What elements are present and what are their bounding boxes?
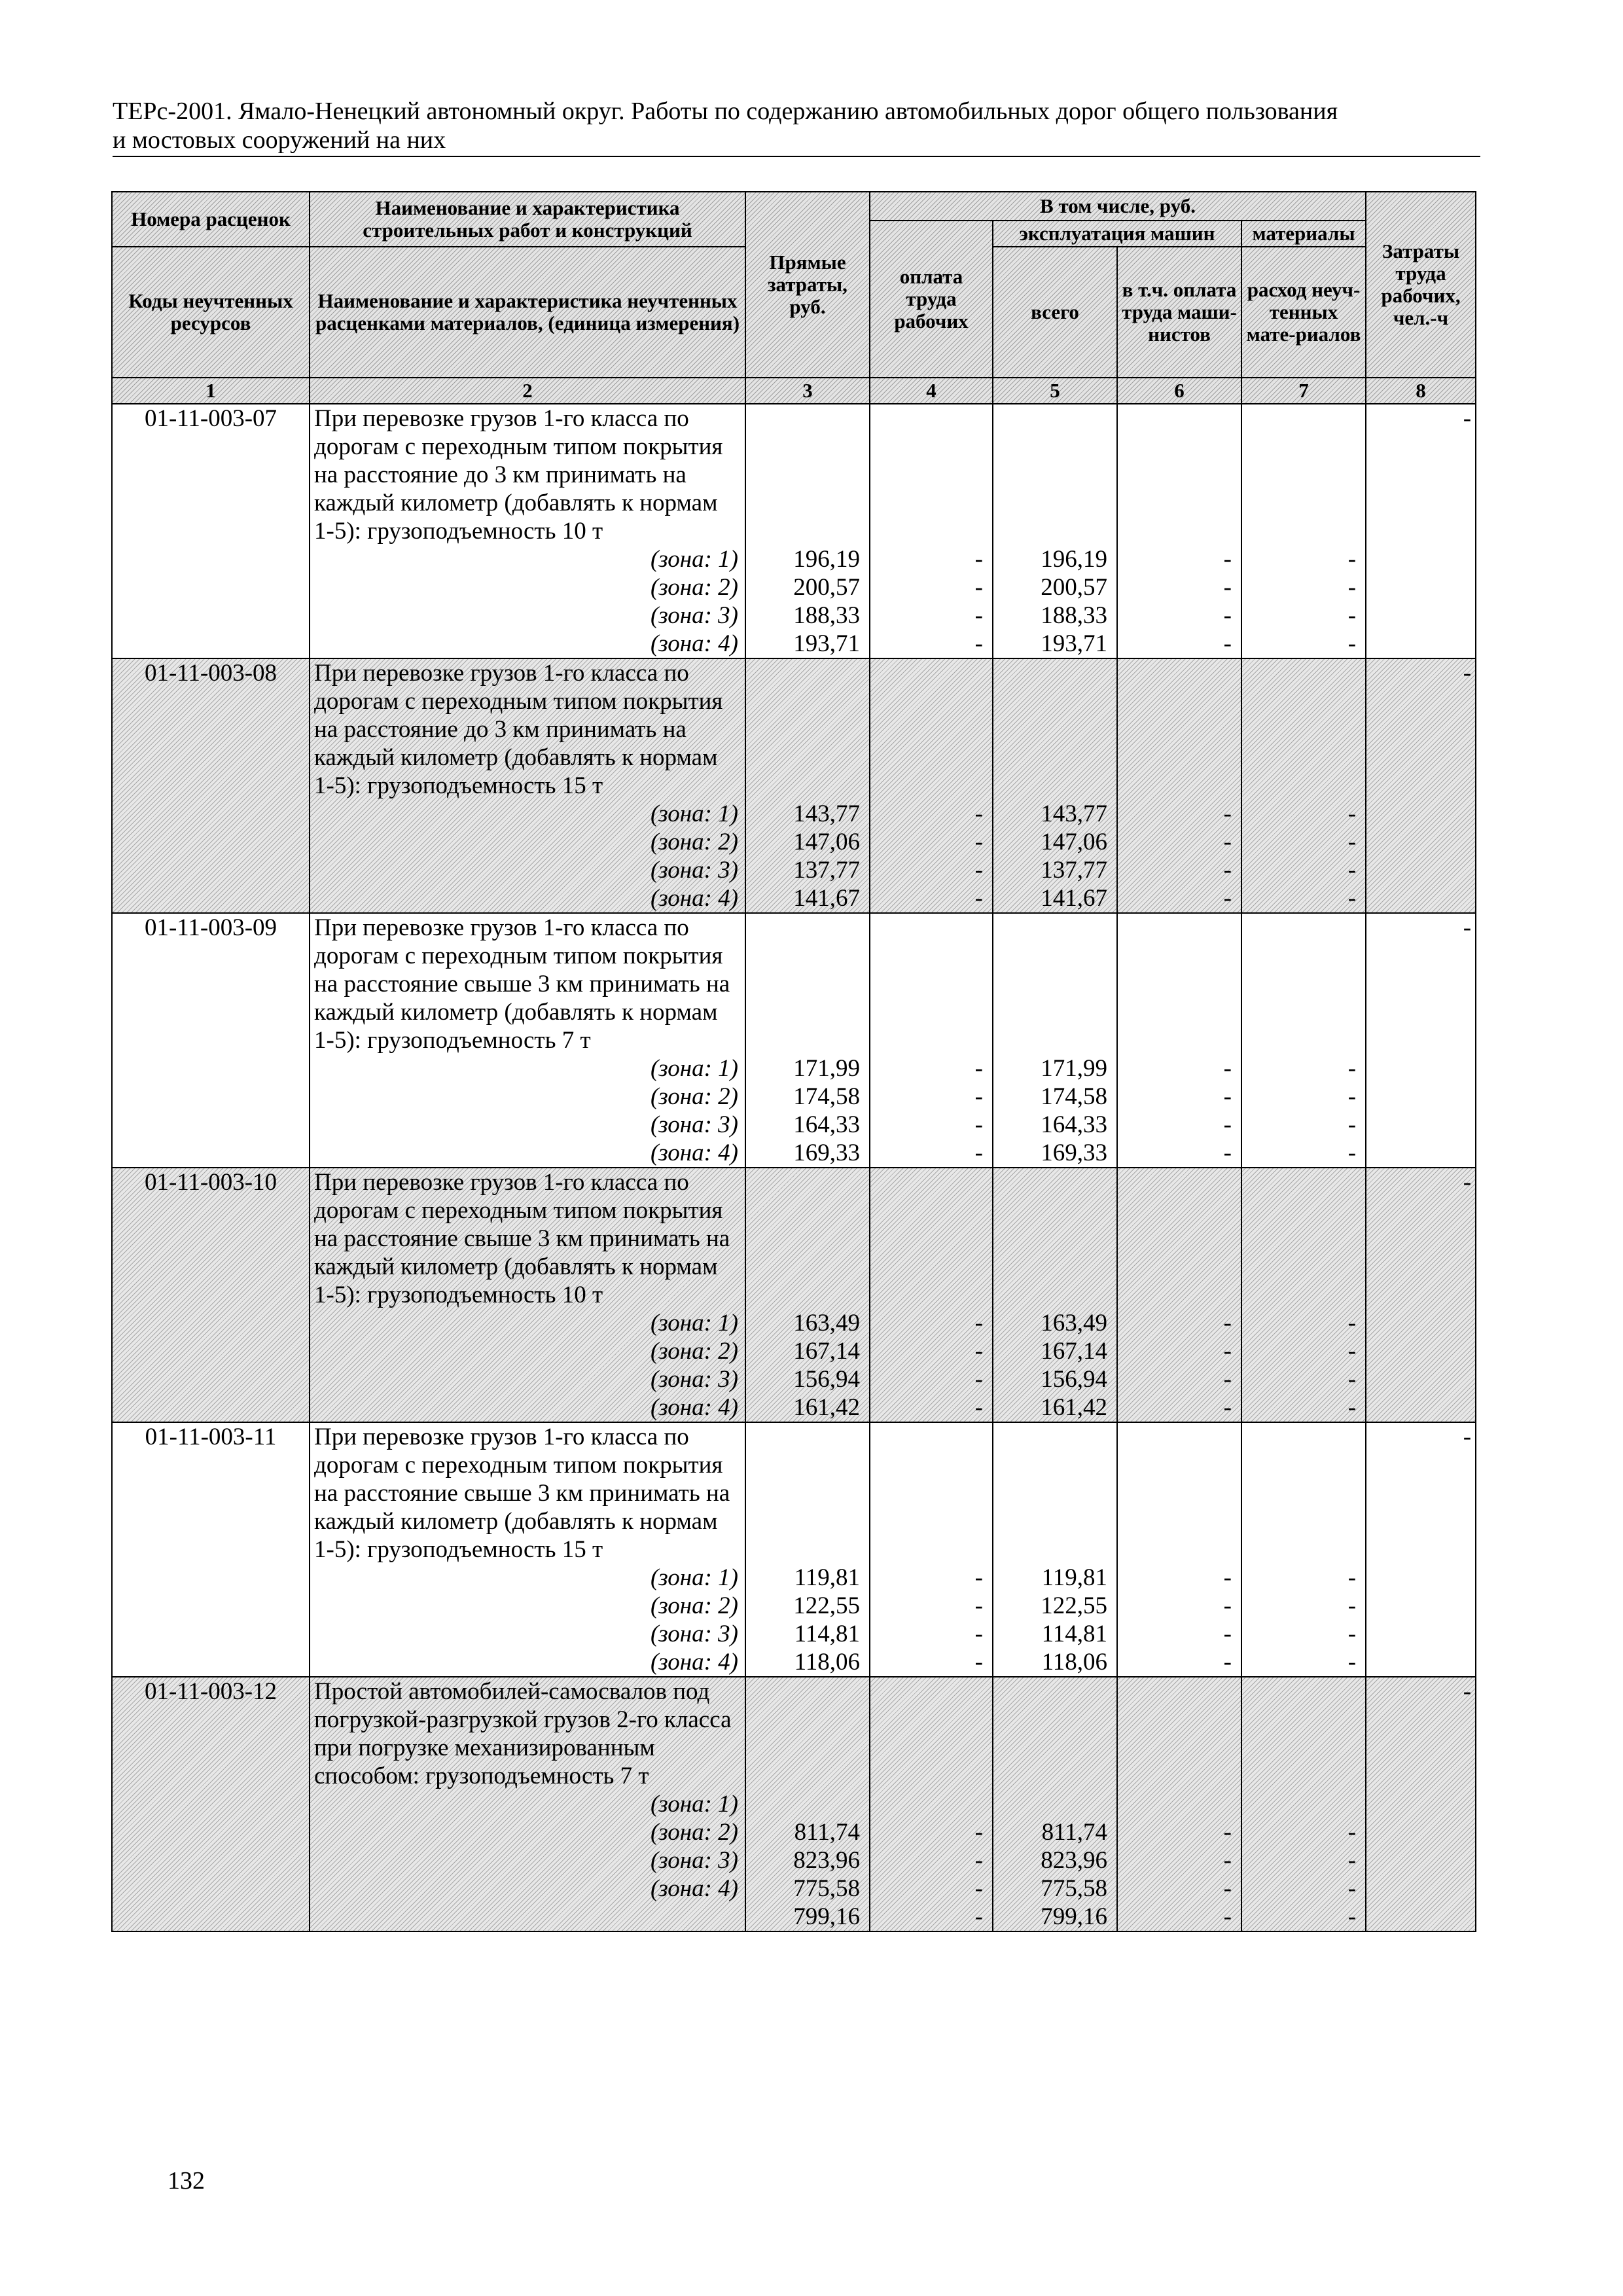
materials-value: -	[1347, 1649, 1357, 1676]
operator-wages-value: -	[1223, 1564, 1232, 1591]
work-description: При перевозке грузов 1-го класса по дорогам с переходным типом покрытия на расстояние свыше 3 км принимать на каждый километр (добавлять к нормам 1-5): грузоподъемность 15 т	[314, 1424, 730, 1563]
labor-costs-value: -	[1463, 1169, 1472, 1196]
header-including: В том числе, руб.	[870, 192, 1366, 221]
machines-total-value: 169,33	[1041, 1139, 1107, 1166]
worker-wages-cell	[870, 1168, 993, 1422]
header-material-name: Наименование и характеристика неучтенных расценками материалов, (единица измерения)	[310, 247, 745, 378]
worker-wages-value: -	[974, 1394, 983, 1421]
rate-code-cell	[112, 1677, 310, 1931]
zone-label: (зона: 3)	[650, 1111, 738, 1138]
work-description-cell	[310, 1422, 745, 1677]
operator-wages-value: -	[1223, 1819, 1232, 1846]
zone-label: (зона: 4)	[650, 1394, 738, 1421]
materials-cell	[1241, 404, 1366, 658]
column-number: 3	[745, 378, 870, 404]
operator-wages-value: -	[1223, 1903, 1232, 1930]
direct-cost-value: 775,58	[793, 1875, 860, 1902]
worker-wages-cell	[870, 1677, 993, 1931]
materials-value: -	[1347, 630, 1357, 657]
direct-cost-value: 122,55	[793, 1592, 860, 1619]
work-description-cell	[310, 404, 745, 658]
worker-wages-value: -	[974, 602, 983, 629]
table-row	[112, 1422, 1476, 1677]
materials-value: -	[1347, 602, 1357, 629]
operator-wages-cell	[1117, 913, 1241, 1168]
direct-cost-value: 163,49	[793, 1310, 860, 1336]
worker-wages-value: -	[974, 857, 983, 884]
materials-cell	[1241, 658, 1366, 913]
machines-total-value: 141,67	[1041, 885, 1107, 912]
column-numbers-row	[112, 378, 1476, 404]
zone-label: (зона: 3)	[650, 1847, 738, 1874]
materials-value: -	[1347, 885, 1357, 912]
zone-label: (зона: 4)	[650, 885, 738, 912]
direct-cost-value: 188,33	[793, 602, 860, 629]
direct-cost-value: 200,57	[793, 574, 860, 601]
zone-label: (зона: 1)	[650, 1564, 738, 1591]
machines-total-cell	[993, 1677, 1117, 1931]
machines-total-cell	[993, 913, 1117, 1168]
column-number: 7	[1241, 378, 1366, 404]
worker-wages-cell	[870, 913, 993, 1168]
direct-cost-value: 156,94	[793, 1366, 860, 1393]
header-machines-total: всего	[993, 247, 1117, 378]
document-title-line-1: ТЕРс-2001. Ямало-Ненецкий автономный округ. Работы по содержанию автомобильных дорог общего пользования	[113, 98, 1338, 125]
labor-costs-value: -	[1463, 914, 1472, 941]
machines-total-value: 137,77	[1041, 857, 1107, 884]
header-materials: материалы	[1241, 221, 1366, 247]
zone-label: (зона: 3)	[650, 602, 738, 629]
worker-wages-value: -	[974, 574, 983, 601]
materials-value: -	[1347, 546, 1357, 573]
zone-label: (зона: 4)	[650, 1139, 738, 1166]
zone-label: (зона: 1)	[650, 1791, 738, 1818]
worker-wages-value: -	[974, 1139, 983, 1166]
labor-costs-cell	[1366, 404, 1476, 658]
column-number: 2	[310, 378, 745, 404]
materials-cell	[1241, 1422, 1366, 1677]
work-description: Простой автомобилей-самосвалов под погрузкой-разгрузкой грузов 2-го класса при погрузке механизированным способом: грузоподъемность 7 т	[314, 1678, 732, 1789]
operator-wages-value: -	[1223, 1055, 1232, 1082]
header-worker-wages: оплата труда рабочих	[870, 221, 993, 378]
operator-wages-value: -	[1223, 574, 1232, 601]
operator-wages-value: -	[1223, 1366, 1232, 1393]
zone-label: (зона: 2)	[650, 1819, 738, 1846]
machines-total-value: 156,94	[1041, 1366, 1107, 1393]
table-row	[112, 404, 1476, 658]
table-row	[112, 658, 1476, 913]
column-number: 6	[1117, 378, 1241, 404]
direct-costs-cell	[745, 404, 870, 658]
direct-cost-value: 169,33	[793, 1139, 860, 1166]
machines-total-value: 122,55	[1041, 1592, 1107, 1619]
zone-label: (зона: 2)	[650, 829, 738, 855]
column-number: 4	[870, 378, 993, 404]
materials-value: -	[1347, 1621, 1357, 1647]
rate-code-cell	[112, 404, 310, 658]
worker-wages-value: -	[974, 1083, 983, 1110]
work-description-cell	[310, 1677, 745, 1931]
worker-wages-value: -	[974, 1621, 983, 1647]
operator-wages-value: -	[1223, 829, 1232, 855]
header-machine-operation: эксплуатация машин	[993, 221, 1241, 247]
document-header	[113, 97, 1480, 157]
direct-cost-value: 141,67	[793, 885, 860, 912]
labor-costs-cell	[1366, 1677, 1476, 1931]
worker-wages-value: -	[974, 800, 983, 827]
rate-code-cell	[112, 913, 310, 1168]
operator-wages-value: -	[1223, 630, 1232, 657]
operator-wages-value: -	[1223, 1592, 1232, 1619]
machines-total-value: 167,14	[1041, 1338, 1107, 1365]
rates-table	[111, 191, 1476, 1932]
rate-code-cell	[112, 658, 310, 913]
header-direct-costs: Прямые затраты, руб.	[745, 192, 870, 378]
machines-total-value: 164,33	[1041, 1111, 1107, 1138]
column-number: 5	[993, 378, 1117, 404]
direct-cost-value: 118,06	[794, 1649, 860, 1676]
operator-wages-cell	[1117, 1677, 1241, 1931]
machines-total-value: 119,81	[1041, 1564, 1107, 1591]
operator-wages-value: -	[1223, 885, 1232, 912]
direct-cost-value: 119,81	[794, 1564, 860, 1591]
labor-costs-value: -	[1463, 1678, 1472, 1705]
materials-value: -	[1347, 800, 1357, 827]
worker-wages-value: -	[974, 1338, 983, 1365]
direct-cost-value: 137,77	[793, 857, 860, 884]
zone-label: (зона: 4)	[650, 630, 738, 657]
header-rate-numbers: Номера расценок	[112, 192, 310, 247]
operator-wages-value: -	[1223, 1310, 1232, 1336]
table-row	[112, 1168, 1476, 1422]
direct-cost-value: 167,14	[793, 1338, 860, 1365]
labor-costs-value: -	[1463, 1424, 1472, 1450]
materials-value: -	[1347, 829, 1357, 855]
operator-wages-value: -	[1223, 1083, 1232, 1110]
machines-total-value: 775,58	[1041, 1875, 1107, 1902]
document-title-line-2: и мостовых сооружений на них	[113, 126, 446, 154]
zone-label: (зона: 1)	[650, 1055, 738, 1082]
materials-value: -	[1347, 1111, 1357, 1138]
header-unaccounted-materials: расход неуч-тенных мате-риалов	[1241, 247, 1366, 378]
labor-costs-value: -	[1463, 405, 1472, 432]
operator-wages-cell	[1117, 1422, 1241, 1677]
machines-total-value: 200,57	[1041, 574, 1107, 601]
operator-wages-value: -	[1223, 1139, 1232, 1166]
worker-wages-value: -	[974, 1875, 983, 1902]
zone-label: (зона: 2)	[650, 1338, 738, 1365]
direct-cost-value: 171,99	[793, 1055, 860, 1082]
labor-costs-cell	[1366, 1168, 1476, 1422]
labor-costs-value: -	[1463, 660, 1472, 687]
machines-total-cell	[993, 404, 1117, 658]
zone-label: (зона: 1)	[650, 1310, 738, 1336]
machines-total-value: 196,19	[1041, 546, 1107, 573]
rate-code: 01-11-003-10	[144, 1169, 277, 1196]
header-work-name: Наименование и характеристика строительных работ и конструкций	[310, 192, 745, 247]
zone-label: (зона: 1)	[650, 546, 738, 573]
table-row	[112, 913, 1476, 1168]
direct-cost-value: 161,42	[793, 1394, 860, 1421]
materials-value: -	[1347, 1394, 1357, 1421]
labor-costs-cell	[1366, 913, 1476, 1168]
worker-wages-cell	[870, 1422, 993, 1677]
machines-total-value: 163,49	[1041, 1310, 1107, 1336]
worker-wages-value: -	[974, 1819, 983, 1846]
machines-total-value: 811,74	[1041, 1819, 1107, 1846]
worker-wages-value: -	[974, 1592, 983, 1619]
materials-value: -	[1347, 1310, 1357, 1336]
zone-label: (зона: 3)	[650, 857, 738, 884]
worker-wages-value: -	[974, 1649, 983, 1676]
worker-wages-value: -	[974, 1366, 983, 1393]
operator-wages-value: -	[1223, 800, 1232, 827]
operator-wages-cell	[1117, 1168, 1241, 1422]
page-number: 132	[168, 2167, 205, 2195]
direct-costs-cell	[745, 658, 870, 913]
machines-total-cell	[993, 1168, 1117, 1422]
rate-code: 01-11-003-07	[144, 405, 277, 432]
materials-cell	[1241, 913, 1366, 1168]
materials-value: -	[1347, 1338, 1357, 1365]
machines-total-value: 823,96	[1041, 1847, 1107, 1874]
materials-value: -	[1347, 1592, 1357, 1619]
operator-wages-value: -	[1223, 1621, 1232, 1647]
materials-value: -	[1347, 1875, 1357, 1902]
materials-value: -	[1347, 574, 1357, 601]
direct-cost-value: 147,06	[793, 829, 860, 855]
direct-cost-value: 174,58	[793, 1083, 860, 1110]
direct-costs-cell	[745, 1168, 870, 1422]
zone-label: (зона: 4)	[650, 1875, 738, 1902]
work-description: При перевозке грузов 1-го класса по дорогам с переходным типом покрытия на расстояние свыше 3 км принимать на каждый километр (добавлять к нормам 1-5): грузоподъемность 10 т	[314, 1169, 730, 1308]
machines-total-value: 147,06	[1041, 829, 1107, 855]
machines-total-value: 188,33	[1041, 602, 1107, 629]
operator-wages-value: -	[1223, 1111, 1232, 1138]
worker-wages-value: -	[974, 1055, 983, 1082]
worker-wages-value: -	[974, 1903, 983, 1930]
worker-wages-value: -	[974, 630, 983, 657]
worker-wages-value: -	[974, 546, 983, 573]
materials-value: -	[1347, 1819, 1357, 1846]
work-description: При перевозке грузов 1-го класса по дорогам с переходным типом покрытия на расстояние свыше 3 км принимать на каждый километр (добавлять к нормам 1-5): грузоподъемность 7 т	[314, 914, 730, 1054]
worker-wages-cell	[870, 658, 993, 913]
direct-cost-value: 823,96	[793, 1847, 860, 1874]
machines-total-value: 799,16	[1041, 1903, 1107, 1930]
operator-wages-value: -	[1223, 1394, 1232, 1421]
worker-wages-value: -	[974, 885, 983, 912]
labor-costs-cell	[1366, 1422, 1476, 1677]
work-description: При перевозке грузов 1-го класса по дорогам с переходным типом покрытия на расстояние до 3 км принимать на каждый километр (добавлять к нормам 1-5): грузоподъемность 15 т	[314, 660, 723, 799]
rate-code: 01-11-003-11	[145, 1424, 277, 1450]
operator-wages-value: -	[1223, 1847, 1232, 1874]
direct-costs-cell	[745, 913, 870, 1168]
work-description: При перевозке грузов 1-го класса по дорогам с переходным типом покрытия на расстояние до 3 км принимать на каждый километр (добавлять к нормам 1-5): грузоподъемность 10 т	[314, 405, 723, 545]
operator-wages-cell	[1117, 658, 1241, 913]
materials-cell	[1241, 1677, 1366, 1931]
zone-label: (зона: 3)	[650, 1366, 738, 1393]
rate-code: 01-11-003-08	[144, 660, 277, 687]
column-number: 1	[112, 378, 310, 404]
table-row	[112, 1677, 1476, 1931]
materials-value: -	[1347, 1139, 1357, 1166]
operator-wages-value: -	[1223, 1875, 1232, 1902]
machines-total-value: 161,42	[1041, 1394, 1107, 1421]
zone-label: (зона: 1)	[650, 800, 738, 827]
worker-wages-value: -	[974, 1111, 983, 1138]
worker-wages-cell	[870, 404, 993, 658]
materials-value: -	[1347, 1055, 1357, 1082]
worker-wages-value: -	[974, 829, 983, 855]
header-resource-codes: Коды неучтенных ресурсов	[112, 247, 310, 378]
zone-label: (зона: 3)	[650, 1621, 738, 1647]
operator-wages-value: -	[1223, 1338, 1232, 1365]
direct-costs-cell	[745, 1422, 870, 1677]
direct-costs-cell	[745, 1677, 870, 1931]
operator-wages-cell	[1117, 404, 1241, 658]
direct-cost-value: 193,71	[793, 630, 860, 657]
table-header	[112, 192, 1476, 404]
machines-total-value: 143,77	[1041, 800, 1107, 827]
rate-code: 01-11-003-12	[144, 1678, 277, 1705]
materials-value: -	[1347, 1564, 1357, 1591]
direct-cost-value: 811,74	[794, 1819, 860, 1846]
operator-wages-value: -	[1223, 1649, 1232, 1676]
direct-cost-value: 196,19	[793, 546, 860, 573]
worker-wages-value: -	[974, 1564, 983, 1591]
machines-total-value: 171,99	[1041, 1055, 1107, 1082]
machines-total-cell	[993, 658, 1117, 913]
direct-cost-value: 799,16	[793, 1903, 860, 1930]
work-description-cell	[310, 913, 745, 1168]
machines-total-value: 193,71	[1041, 630, 1107, 657]
zone-label: (зона: 2)	[650, 574, 738, 601]
materials-value: -	[1347, 1903, 1357, 1930]
worker-wages-value: -	[974, 1847, 983, 1874]
zone-label: (зона: 2)	[650, 1083, 738, 1110]
labor-costs-cell	[1366, 658, 1476, 913]
work-description-cell	[310, 658, 745, 913]
direct-cost-value: 164,33	[793, 1111, 860, 1138]
work-description-cell	[310, 1168, 745, 1422]
rate-code-cell	[112, 1422, 310, 1677]
machines-total-value: 114,81	[1041, 1621, 1107, 1647]
zone-label: (зона: 4)	[650, 1649, 738, 1676]
materials-value: -	[1347, 1847, 1357, 1874]
materials-value: -	[1347, 1366, 1357, 1393]
operator-wages-value: -	[1223, 857, 1232, 884]
header-operator-wages: в т.ч. оплата труда маши-нистов	[1117, 247, 1241, 378]
worker-wages-value: -	[974, 1310, 983, 1336]
materials-cell	[1241, 1168, 1366, 1422]
header-labor-costs: Затраты труда рабочих, чел.-ч	[1366, 192, 1476, 378]
materials-value: -	[1347, 857, 1357, 884]
direct-cost-value: 114,81	[794, 1621, 860, 1647]
rate-code-cell	[112, 1168, 310, 1422]
direct-cost-value: 143,77	[793, 800, 860, 827]
rate-code: 01-11-003-09	[144, 914, 277, 941]
machines-total-cell	[993, 1422, 1117, 1677]
machines-total-value: 174,58	[1041, 1083, 1107, 1110]
machines-total-value: 118,06	[1041, 1649, 1107, 1676]
operator-wages-value: -	[1223, 602, 1232, 629]
table-body	[112, 404, 1476, 1931]
operator-wages-value: -	[1223, 546, 1232, 573]
column-number: 8	[1366, 378, 1476, 404]
materials-value: -	[1347, 1083, 1357, 1110]
zone-label: (зона: 2)	[650, 1592, 738, 1619]
